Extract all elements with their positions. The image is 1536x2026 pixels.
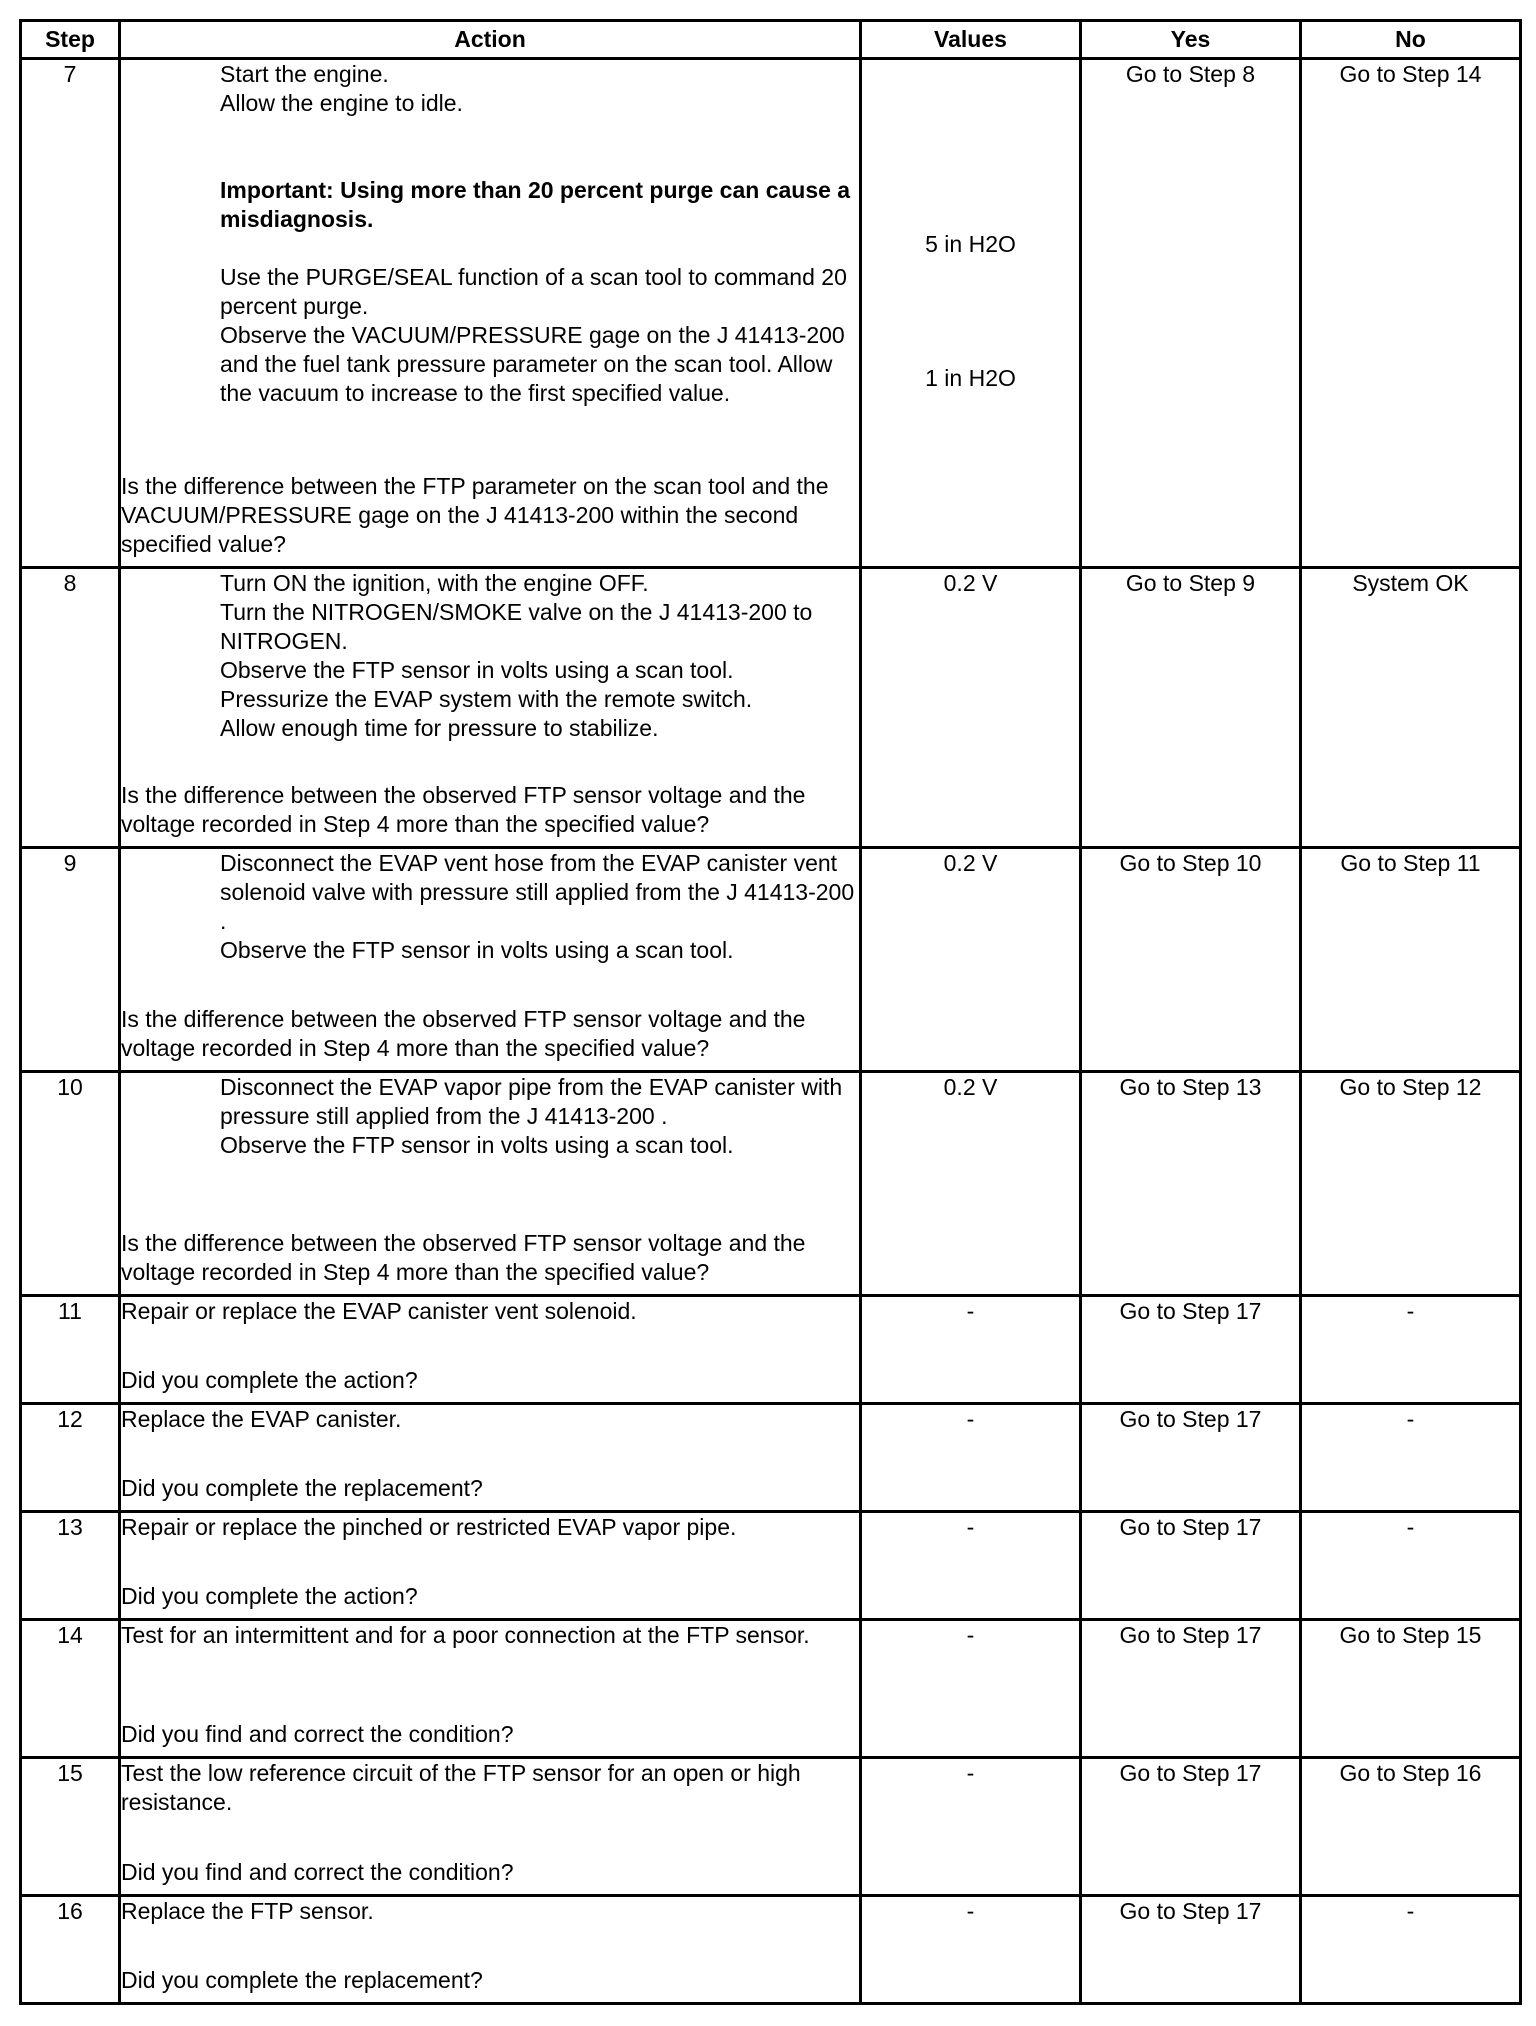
action-cell [120,59,861,568]
action-line: Observe the VACUUM/PRESSURE gage on the J 41413-200 and the fuel tank pressure parameter on the scan tool. Allow the vacuum to increase to the first specified value. [220,322,845,406]
step-number: 14 [21,1620,120,1758]
step-number: 7 [21,59,120,568]
values-cell: - [861,1296,1081,1404]
no-cell: Go to Step 12 [1301,1072,1521,1296]
values-cell: 0.2 V [861,568,1081,848]
no-cell: - [1301,1512,1521,1620]
step-number: 11 [21,1296,120,1404]
header-no: No [1301,21,1521,59]
table-row-step-10 [21,1072,1521,1296]
action-cell [120,1404,861,1512]
question: Did you find and correct the condition? [121,1859,514,1885]
question: Is the difference between the observed FTP sensor voltage and the voltage recorded in Step 4 more than the specified value? [121,1006,806,1061]
table-row-step-9 [21,848,1521,1072]
yes-cell: Go to Step 17 [1081,1758,1301,1896]
values-cell: 0.2 V [861,1072,1081,1296]
table-row-step-14 [21,1620,1521,1758]
step-number: 9 [21,848,120,1072]
action-cell [120,1296,861,1404]
header-step: Step [21,21,120,59]
no-cell: Go to Step 15 [1301,1620,1521,1758]
yes-cell: Go to Step 8 [1081,59,1301,568]
action-cell [120,1896,861,2004]
header-action: Action [120,21,861,59]
values-cell: - [861,1404,1081,1512]
action-line: Observe the FTP sensor in volts using a scan tool. [220,1132,734,1158]
action-text: Replace the FTP sensor. [121,1898,374,1924]
question: Did you complete the action? [121,1583,418,1609]
table-row-step-11 [21,1296,1521,1404]
diagnostic-table [19,19,1522,2005]
table-row-step-16 [21,1896,1521,2004]
table-row-step-13 [21,1512,1521,1620]
action-line: Observe the FTP sensor in volts using a scan tool. [220,937,734,963]
action-line: Allow the engine to idle. [220,90,463,116]
no-cell: Go to Step 14 [1301,59,1521,568]
action-line: Pressurize the EVAP system with the remote switch. [220,686,753,712]
important-note: Important: Using more than 20 percent purge can cause a misdiagnosis. [220,177,851,232]
action-cell [120,1758,861,1896]
step-number: 15 [21,1758,120,1896]
action-text: Test the low reference circuit of the FTP sensor for an open or high resistance. [121,1760,801,1815]
question: Is the difference between the FTP parameter on the scan tool and the VACUUM/PRESSURE gage on the J 41413-200 within the second specified value? [121,473,829,557]
action-cell [120,848,861,1072]
action-cell [120,1072,861,1296]
action-line: Observe the FTP sensor in volts using a scan tool. [220,657,734,683]
question: Did you complete the replacement? [121,1475,483,1501]
table-row-step-8 [21,568,1521,848]
values-cell: - [861,1758,1081,1896]
question: Did you find and correct the condition? [121,1721,514,1747]
action-line: Turn the NITROGEN/SMOKE valve on the J 41413-200 to NITROGEN. [220,599,813,654]
question: Is the difference between the observed FTP sensor voltage and the voltage recorded in Step 4 more than the specified value? [121,782,806,837]
no-cell: Go to Step 11 [1301,848,1521,1072]
action-text: Repair or replace the EVAP canister vent solenoid. [121,1298,637,1324]
question: Is the difference between the observed FTP sensor voltage and the voltage recorded in Step 4 more than the specified value? [121,1230,806,1285]
table-row-step-7 [21,59,1521,568]
yes-cell: Go to Step 17 [1081,1896,1301,2004]
no-cell: - [1301,1296,1521,1404]
action-line: Disconnect the EVAP vapor pipe from the EVAP canister with pressure still applied from the J 41413-200 . [220,1074,843,1129]
action-line: Start the engine. [220,61,389,87]
question: Did you complete the replacement? [121,1967,483,1993]
action-text: Test for an intermittent and for a poor connection at the FTP sensor. [121,1622,810,1648]
step-number: 12 [21,1404,120,1512]
header-yes: Yes [1081,21,1301,59]
action-cell [120,1512,861,1620]
action-cell [120,1620,861,1758]
no-cell: Go to Step 16 [1301,1758,1521,1896]
step-number: 13 [21,1512,120,1620]
action-line: Use the PURGE/SEAL function of a scan tool to command 20 percent purge. [220,264,847,319]
step-number: 16 [21,1896,120,2004]
values-cell: - [861,1620,1081,1758]
yes-cell: Go to Step 17 [1081,1620,1301,1758]
action-text: Repair or replace the pinched or restricted EVAP vapor pipe. [121,1514,737,1540]
action-line: Turn ON the ignition, with the engine OFF. [220,570,649,596]
values-cell: 0.2 V [861,848,1081,1072]
header-row [21,21,1521,59]
action-line: Disconnect the EVAP vent hose from the EVAP canister vent solenoid valve with pressure still applied from the J 41413-200 . [220,850,855,934]
values-cell [861,59,1081,568]
action-line: Allow enough time for pressure to stabilize. [220,715,659,741]
yes-cell: Go to Step 17 [1081,1512,1301,1620]
values-cell: - [861,1896,1081,2004]
step-number: 10 [21,1072,120,1296]
value-first: 5 in H2O [925,231,1016,257]
no-cell: - [1301,1404,1521,1512]
header-values: Values [861,21,1081,59]
table-row-step-15 [21,1758,1521,1896]
yes-cell: Go to Step 13 [1081,1072,1301,1296]
no-cell: System OK [1301,568,1521,848]
table-row-step-12 [21,1404,1521,1512]
yes-cell: Go to Step 10 [1081,848,1301,1072]
action-cell [120,568,861,848]
yes-cell: Go to Step 9 [1081,568,1301,848]
no-cell: - [1301,1896,1521,2004]
step-number: 8 [21,568,120,848]
value-second: 1 in H2O [925,365,1016,391]
values-cell: - [861,1512,1081,1620]
yes-cell: Go to Step 17 [1081,1404,1301,1512]
question: Did you complete the action? [121,1367,418,1393]
yes-cell: Go to Step 17 [1081,1296,1301,1404]
action-text: Replace the EVAP canister. [121,1406,402,1432]
